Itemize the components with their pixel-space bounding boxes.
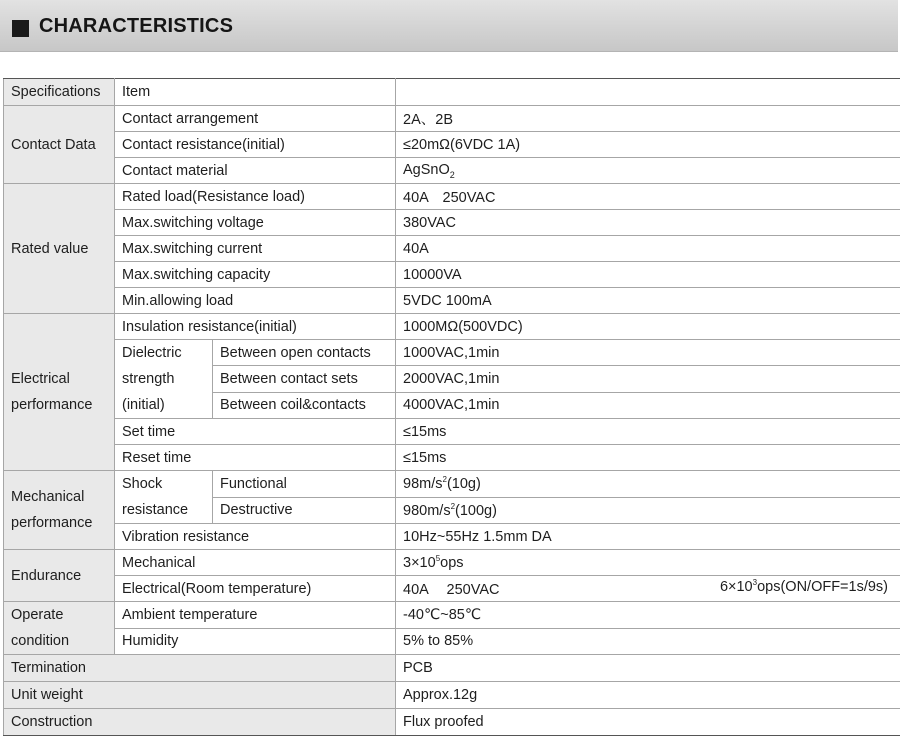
table-row [4,550,900,576]
table-row [4,471,900,498]
table-row [4,655,900,682]
page-title: CHARACTERISTICS [39,15,233,38]
value-cell [396,158,900,184]
item-cell: Set time [115,419,396,445]
value-cell: 10000VA [396,262,900,288]
item-cell-shock [115,471,213,524]
table-row [4,445,900,471]
table-row [4,106,900,132]
item-cell: Contact resistance(initial) [115,132,396,158]
header-item: Item [115,79,396,106]
value-cell: ≤20mΩ(6VDC 1A) [396,132,900,158]
section-header [0,0,898,52]
value-text: ops(ON/OFF=1s/9s) [757,579,888,595]
value-text: (10g) [447,476,481,492]
table-row [4,236,900,262]
table-row [4,184,900,210]
table-row [4,602,900,629]
item-label-line2: strength [122,371,174,387]
table-row [4,709,900,736]
value-cell: ≤15ms [396,445,900,471]
value-cell [396,550,900,576]
value-cell: 1000VAC,1min [396,340,900,366]
value-superscript: 3 [753,578,757,587]
table-row [4,288,900,314]
header-value [396,79,900,106]
item-cell: Insulation resistance(initial) [115,314,396,340]
value-cell: Approx.12g [396,682,900,709]
subitem-cell: Between coil&contacts [213,392,396,418]
value-cell: 2A、2B [396,106,900,132]
section-rated-value: Rated value [4,184,115,314]
value-cell [396,471,900,498]
item-cell: Ambient temperature [115,602,396,629]
table-row [4,158,900,184]
value-cell: 40A 250VAC [396,184,900,210]
value-superscript: 2 [451,502,455,511]
table-row [4,524,900,550]
item-cell: Min.allowing load [115,288,396,314]
value-superscript: 5 [436,554,440,563]
value-cell: Flux proofed [396,709,900,736]
value-text: AgSnO [403,162,450,178]
subitem-cell: Destructive [213,497,396,524]
section-termination: Termination [4,655,396,682]
subitem-cell: Functional [213,471,396,498]
section-label-line2: performance [11,397,92,413]
item-cell: Max.switching current [115,236,396,262]
item-cell: Humidity [115,628,396,655]
section-contact-data: Contact Data [4,106,115,184]
section-unit-weight: Unit weight [4,682,396,709]
table-row [4,314,900,340]
section-label-line1: Operate [11,607,63,623]
item-cell: Reset time [115,445,396,471]
item-cell-dielectric [115,340,213,419]
value-cell: 1000MΩ(500VDC) [396,314,900,340]
section-label-line2: performance [11,515,92,531]
value-cell: 380VAC [396,210,900,236]
square-bullet-icon [12,20,29,37]
table-header-row [4,79,900,106]
value-text: 980m/s [403,503,451,519]
value-text: ops [440,555,463,571]
value-text-right [720,578,888,599]
value-cell: 4000VAC,1min [396,392,900,418]
section-electrical-performance [4,314,115,471]
section-operate-condition [4,602,115,655]
value-subscript: 2 [450,169,455,179]
value-superscript: 2 [443,475,447,484]
item-cell: Mechanical [115,550,396,576]
characteristics-table [3,78,900,736]
section-label-line1: Electrical [11,371,70,387]
value-text-left: 40A 250VAC [403,578,499,599]
item-cell: Vibration resistance [115,524,396,550]
item-cell: Electrical(Room temperature) [115,576,396,602]
item-label-line3: (initial) [122,397,165,413]
item-cell: Contact arrangement [115,106,396,132]
value-cell: 10Hz~55Hz 1.5mm DA [396,524,900,550]
value-text: 3×10 [403,555,436,571]
subitem-cell: Between contact sets [213,366,396,392]
value-cell: 5% to 85% [396,628,900,655]
value-cell [396,497,900,524]
header-specifications: Specifications [4,79,115,106]
table-row [4,419,900,445]
table-row [4,132,900,158]
value-text: 6×10 [720,579,753,595]
value-cell: 5VDC 100mA [396,288,900,314]
value-text: (100g) [455,503,497,519]
value-cell: 2000VAC,1min [396,366,900,392]
table-row [4,340,900,366]
value-cell: PCB [396,655,900,682]
table-row [4,262,900,288]
item-cell: Contact material [115,158,396,184]
item-cell: Rated load(Resistance load) [115,184,396,210]
item-label-line2: resistance [122,502,188,518]
item-cell: Max.switching capacity [115,262,396,288]
value-cell: -40℃~85℃ [396,602,900,629]
section-label-line2: condition [11,633,69,649]
section-construction: Construction [4,709,396,736]
item-label-line1: Dielectric [122,345,182,361]
table-row [4,628,900,655]
table-row [4,210,900,236]
section-label-line1: Mechanical [11,489,84,505]
table-row [4,576,900,602]
item-label-line1: Shock [122,476,162,492]
value-cell [396,576,900,602]
table-row [4,682,900,709]
value-cell: 40A [396,236,900,262]
item-cell: Max.switching voltage [115,210,396,236]
section-mechanical-performance [4,471,115,550]
subitem-cell: Between open contacts [213,340,396,366]
section-endurance: Endurance [4,550,115,602]
value-text: 98m/s [403,476,443,492]
value-cell: ≤15ms [396,419,900,445]
